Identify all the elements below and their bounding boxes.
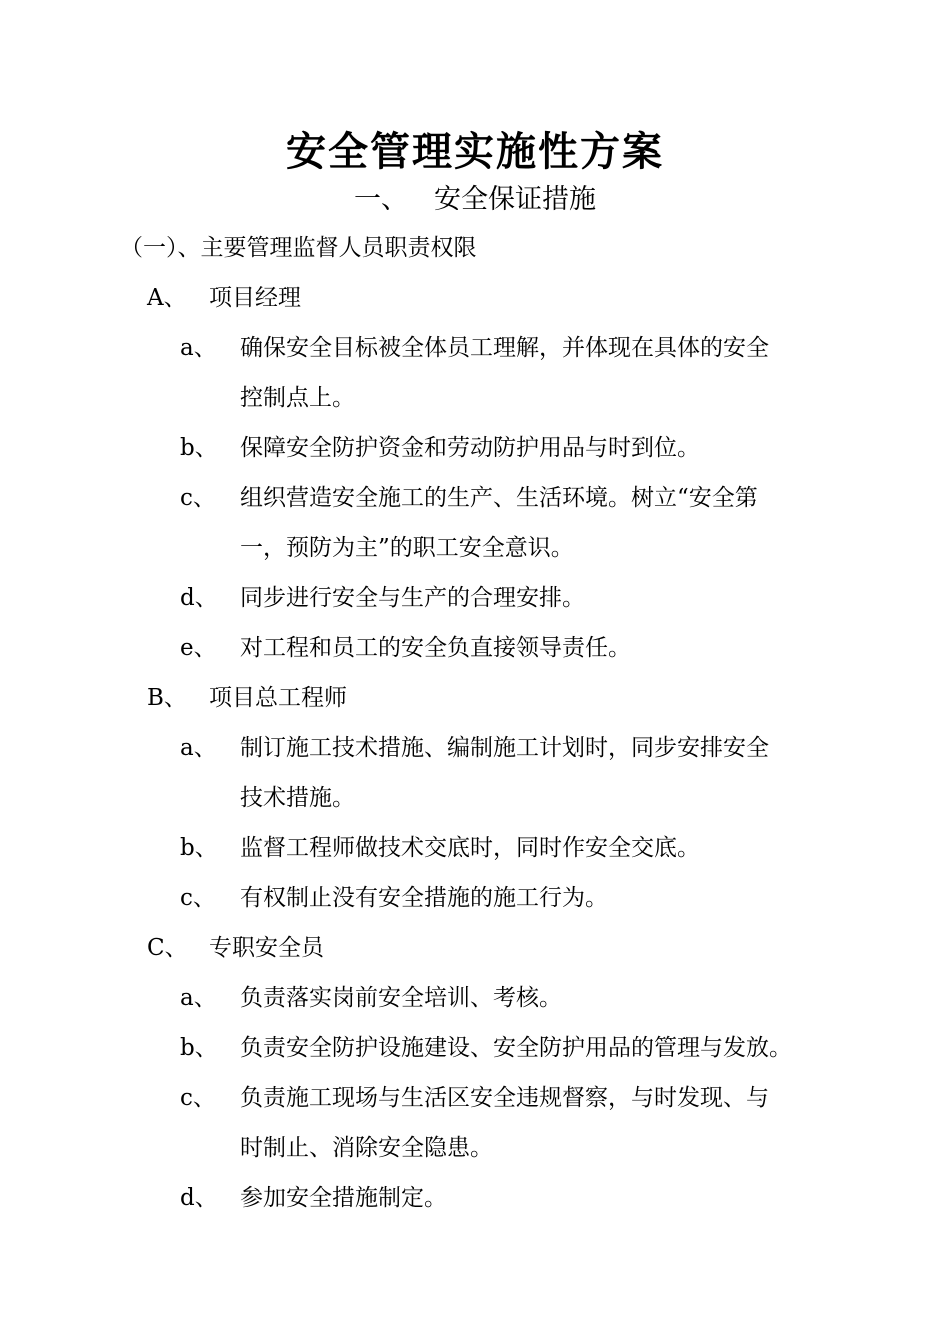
item-text: 负责安全防护设施建设、安全防护用品的管理与发放。 bbox=[240, 1035, 792, 1061]
document-title: 安全管理实施性方案 bbox=[286, 128, 664, 175]
item-marker: c、 bbox=[180, 485, 216, 511]
item-marker: d、 bbox=[180, 1185, 218, 1211]
item-marker: c、 bbox=[180, 885, 216, 911]
section-title: 安全保证措施 bbox=[434, 184, 596, 215]
item-text: 同步进行安全与生产的合理安排。 bbox=[240, 585, 585, 611]
item-marker: a、 bbox=[180, 985, 217, 1011]
item-marker: b、 bbox=[180, 1035, 218, 1061]
item-text: 确保安全目标被全体员工理解，并体现在具体的安全 bbox=[240, 335, 769, 361]
subsection-heading: （一）、主要管理监督人员职责权限 bbox=[120, 235, 477, 261]
item-text: 监督工程师做技术交底时，同时作安全交底。 bbox=[240, 835, 700, 861]
item-text-continued: 技术措施。 bbox=[240, 785, 355, 811]
section-number: 一、 bbox=[354, 184, 408, 215]
item-marker: b、 bbox=[180, 435, 218, 461]
item-marker: b、 bbox=[180, 835, 218, 861]
item-text: 保障安全防护资金和劳动防护用品与时到位。 bbox=[240, 435, 700, 461]
item-text-continued: 控制点上。 bbox=[240, 385, 355, 411]
item-text: 对工程和员工的安全负直接领导责任。 bbox=[240, 635, 631, 661]
item-text: 制订施工技术措施、编制施工计划时，同步安排安全 bbox=[240, 735, 769, 761]
item-text: 有权制止没有安全措施的施工行为。 bbox=[240, 885, 608, 911]
role-marker: B、 bbox=[147, 685, 187, 711]
item-text: 参加安全措施制定。 bbox=[240, 1185, 447, 1211]
item-marker: c、 bbox=[180, 1085, 216, 1111]
item-marker: e、 bbox=[180, 635, 217, 661]
role-title: 项目总工程师 bbox=[209, 685, 347, 711]
role-title: 项目经理 bbox=[209, 285, 301, 311]
item-text-continued: 一，预防为主”的职工安全意识。 bbox=[240, 535, 574, 561]
item-text: 负责落实岗前安全培训、考核。 bbox=[240, 985, 562, 1011]
item-text-continued: 时制止、消除安全隐患。 bbox=[240, 1135, 493, 1161]
role-marker: C、 bbox=[147, 935, 188, 961]
section-heading bbox=[0, 180, 950, 220]
role-marker: A、 bbox=[147, 285, 187, 311]
role-title: 专职安全员 bbox=[209, 935, 324, 961]
item-marker: a、 bbox=[180, 735, 217, 761]
item-text: 组织营造安全施工的生产、生活环境。树立“安全第 bbox=[240, 485, 758, 511]
item-text: 负责施工现场与生活区安全违规督察，与时发现、与 bbox=[240, 1085, 769, 1111]
item-marker: d、 bbox=[180, 585, 218, 611]
item-marker: a、 bbox=[180, 335, 217, 361]
